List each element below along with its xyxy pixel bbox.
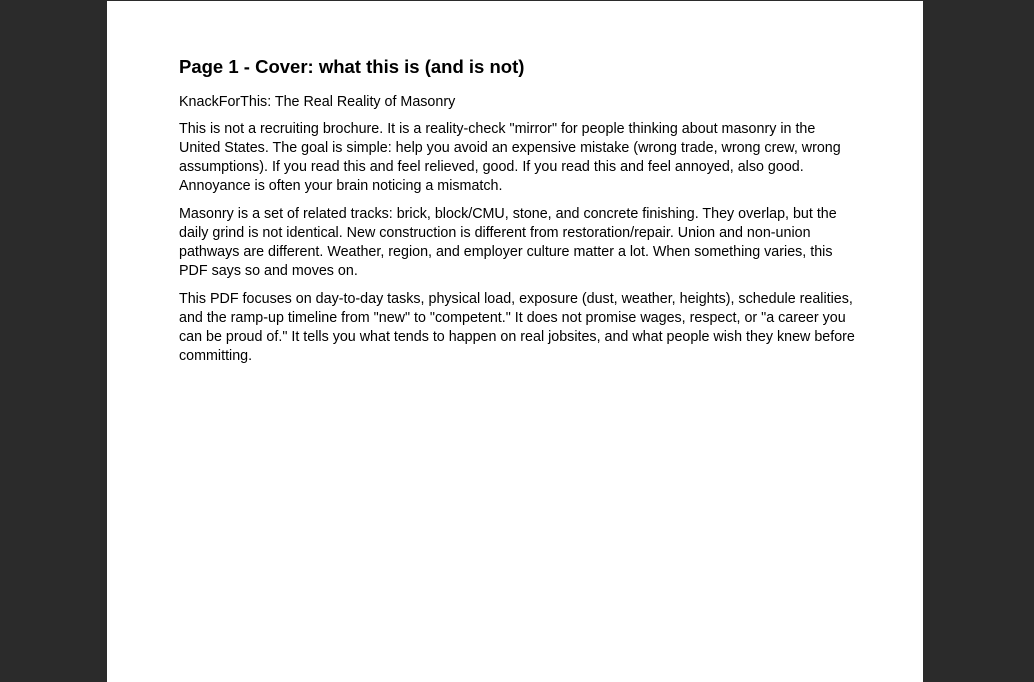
paragraph-intro: This is not a recruiting brochure. It is a reality-check "mirror" for people thinking about masonry in the United States. The goal is simple: help you avoid an expensive mistake (wrong trade, wrong crew, wrong assumptions). If you read this and feel relieved, good. If you read this and feel annoyed, also good. Annoyance is often your brain noticing a mismatch. (179, 121, 841, 194)
paragraph-focus: This PDF focuses on day-to-day tasks, physical load, exposure (dust, weather, heights), schedule realities, and the ramp-up timeline from "new" to "competent." It does not promise wages, respect, or "a career you can be proud of." It tells you what tends to happen on real jobsites, and what people wish they knew before committing. (179, 291, 855, 364)
document-page[interactable] (107, 1, 923, 682)
document-subtitle: KnackForThis: The Real Reality of Masonry (179, 94, 456, 110)
paragraph-tracks: Masonry is a set of related tracks: brick, block/CMU, stone, and concrete finishing. They overlap, but the daily grind is not identical. New construction is different from restoration/repair. Union and non-union pathways are different. Weather, region, and employer culture matter a lot. When something varies, this PDF says so and moves on. (179, 206, 837, 279)
page-heading: Page 1 - Cover: what this is (and is not) (179, 56, 525, 77)
